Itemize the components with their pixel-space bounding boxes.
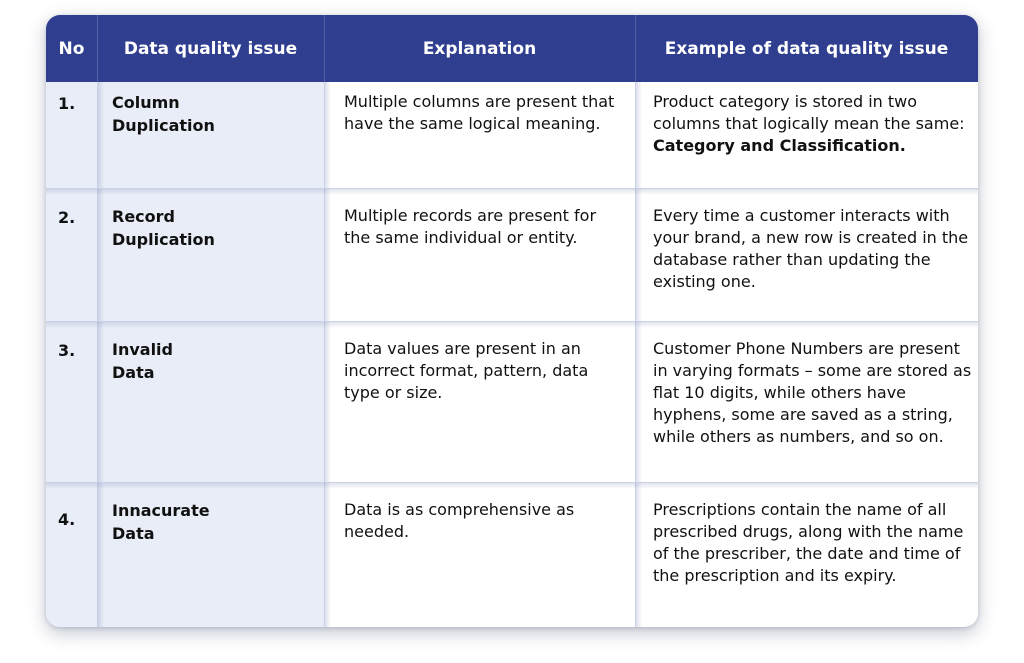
- row-number: 4.: [46, 482, 97, 627]
- row-number: 3.: [46, 321, 97, 482]
- column-divider-shadow: [98, 82, 104, 627]
- row-divider-shadow: [46, 483, 978, 489]
- example-text: Prescriptions contain the name of all prescribed drugs, along with the name of the prescriber, the date and time of the prescription and its expiry.: [653, 500, 964, 585]
- example-text: Customer Phone Numbers are present in varying formats – some are stored as flat 10 digits, while others have hyphens, some are saved as a string, while others as numbers, and so on.: [653, 339, 972, 446]
- row-divider-shadow: [46, 189, 978, 195]
- row-number: 1.: [46, 82, 97, 188]
- example-text: Product category is stored in two columns that logically mean the same: Category and Classification.: [653, 92, 965, 155]
- explanation-text: Multiple columns are present that have the same logical meaning.: [344, 92, 615, 133]
- header-example: Example of data quality issue: [664, 38, 949, 59]
- explanation-text: Multiple records are present for the same individual or entity.: [344, 206, 597, 247]
- issue-name: Column Duplication: [97, 82, 324, 188]
- row-divider-shadow: [46, 322, 978, 328]
- table-header: [46, 15, 978, 82]
- header-explanation: Explanation: [422, 38, 537, 59]
- explanation-text: Data values are present in an incorrect format, pattern, data type or size.: [344, 339, 589, 402]
- explanation-text: Data is as comprehensive as needed.: [344, 500, 575, 541]
- data-quality-table: [46, 15, 978, 627]
- table-row: [46, 321, 978, 482]
- column-divider-shadow: [325, 82, 331, 627]
- example-text: Every time a customer interacts with your brand, a new row is created in the database rather than updating the existing one.: [653, 206, 969, 291]
- header-no: No: [58, 38, 85, 59]
- table-row: [46, 82, 978, 188]
- table-row: [46, 482, 978, 627]
- header-issue: Data quality issue: [123, 38, 298, 59]
- table-row: [46, 188, 978, 321]
- issue-name: Invalid Data: [97, 321, 324, 482]
- row-number: 2.: [46, 188, 97, 321]
- issue-name: Record Duplication: [97, 188, 324, 321]
- column-divider-shadow: [636, 82, 642, 627]
- issue-name: Innacurate Data: [97, 482, 324, 627]
